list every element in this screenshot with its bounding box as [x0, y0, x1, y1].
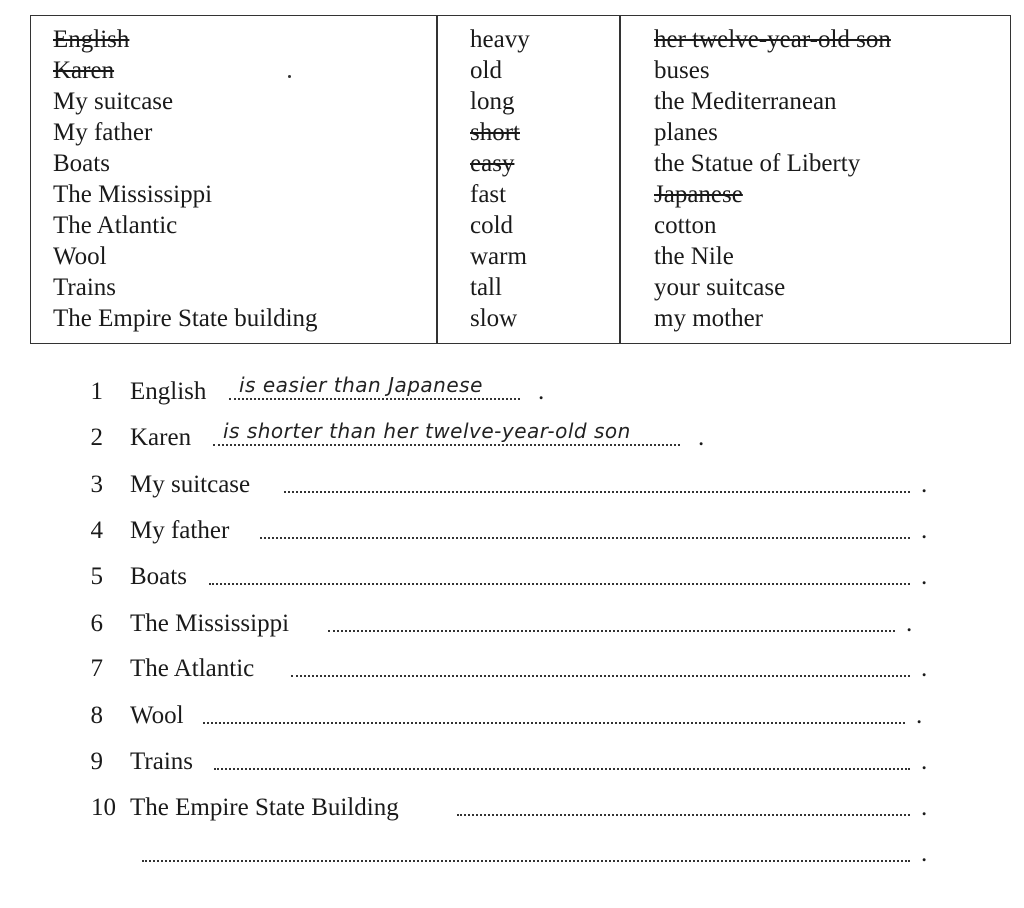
table-cell: your suitcase — [654, 274, 786, 301]
exercise-number: 9 — [90, 748, 103, 775]
answer-blank[interactable] — [328, 624, 895, 632]
table-cell: short — [470, 119, 520, 146]
table-cell: buses — [654, 57, 710, 84]
answer-blank[interactable] — [457, 808, 910, 816]
exercise-subject: Trains — [130, 748, 193, 775]
exercise-row — [0, 748, 1024, 794]
exercise-row — [0, 840, 1024, 886]
table-cell: The Atlantic — [53, 212, 178, 239]
answer-blank[interactable] — [214, 762, 910, 770]
table-column-subjects — [53, 24, 318, 334]
exercise-row — [0, 419, 1024, 470]
line-end-period: . — [921, 840, 928, 867]
exercise-subject: Karen — [130, 424, 192, 451]
table-cell: easy — [470, 150, 515, 177]
exercise-subject: The Mississippi — [130, 610, 290, 637]
table-cell: cold — [470, 212, 514, 239]
table-cell: My father — [53, 119, 153, 146]
table-cell: My suitcase — [53, 88, 174, 115]
exercise-number: 7 — [90, 655, 103, 682]
handwritten-answer: is shorter than her twelve-year-old son — [223, 419, 631, 443]
exercise-row — [0, 794, 1024, 840]
print-speck — [288, 75, 291, 78]
table-cell: The Mississippi — [53, 181, 213, 208]
table-cell: Boats — [53, 150, 110, 177]
line-end-period: . — [921, 517, 928, 544]
table-cell: the Mediterranean — [654, 88, 837, 115]
line-end-period: . — [916, 702, 923, 729]
table-cell: long — [470, 88, 515, 115]
line-end-period: . — [921, 471, 928, 498]
table-column-comparisons — [654, 24, 891, 334]
table-cell: slow — [470, 305, 518, 332]
table-cell: The Empire State building — [53, 305, 318, 332]
answer-blank[interactable] — [209, 577, 910, 585]
line-end-period: . — [921, 655, 928, 682]
line-end-period: . — [698, 424, 705, 451]
exercise-subject: The Atlantic — [130, 655, 255, 682]
table-cell: old — [470, 57, 502, 84]
table-cell: cotton — [654, 212, 717, 239]
table-cell: Japanese — [654, 181, 743, 208]
exercise-row — [0, 471, 1024, 517]
exercise-number: 10 — [91, 794, 116, 821]
exercise-number: 3 — [90, 471, 103, 498]
exercise-row — [0, 517, 1024, 563]
exercise-row — [0, 610, 1024, 656]
exercise-number: 1 — [90, 378, 103, 405]
answer-blank[interactable] — [260, 531, 910, 539]
exercise-subject: My father — [130, 517, 230, 544]
exercise-number: 6 — [90, 610, 103, 637]
exercise-number: 2 — [90, 424, 103, 451]
answer-blank[interactable] — [291, 669, 910, 677]
handwritten-answer: is easier than Japanese — [239, 373, 483, 397]
exercise-row — [0, 563, 1024, 609]
exercise-subject: Wool — [130, 702, 184, 729]
table-cell: the Statue of Liberty — [654, 150, 861, 177]
table-cell: Wool — [53, 243, 107, 270]
answer-blank[interactable] — [284, 485, 910, 493]
line-end-period: . — [921, 748, 928, 775]
answer-blank[interactable] — [203, 716, 905, 724]
table-cell: Trains — [53, 274, 116, 301]
exercise-row — [0, 702, 1024, 748]
line-end-period: . — [538, 378, 545, 405]
exercise-row — [0, 655, 1024, 701]
exercise-number: 8 — [90, 702, 103, 729]
exercise-row — [0, 373, 1024, 424]
table-cell: the Nile — [654, 243, 734, 270]
table-cell: warm — [470, 243, 527, 270]
exercise-number: 5 — [90, 563, 103, 590]
table-cell: fast — [470, 181, 507, 208]
exercise-subject: Boats — [130, 563, 187, 590]
exercise-number: 4 — [90, 517, 103, 544]
exercise-subject: My suitcase — [130, 471, 251, 498]
table-divider — [436, 15, 438, 344]
table-cell: English — [53, 26, 130, 53]
table-divider — [619, 15, 621, 344]
line-end-period: . — [906, 610, 913, 637]
table-cell: tall — [470, 274, 502, 301]
line-end-period: . — [921, 794, 928, 821]
table-cell: my mother — [654, 305, 764, 332]
exercise-subject: English — [130, 378, 207, 405]
table-cell: her twelve-year-old son — [654, 26, 891, 53]
table-cell: planes — [654, 119, 718, 146]
table-cell: heavy — [470, 26, 530, 53]
table-cell: Karen — [53, 57, 115, 84]
answer-blank[interactable] — [142, 854, 910, 862]
table-column-adjectives — [470, 24, 530, 334]
line-end-period: . — [921, 563, 928, 590]
exercise-subject: The Empire State Building — [130, 794, 399, 821]
